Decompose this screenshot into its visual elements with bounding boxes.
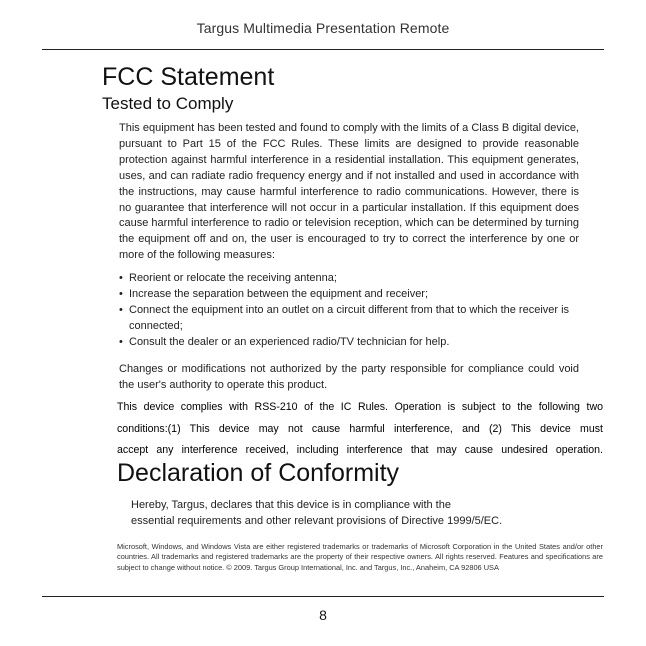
- page-header: Targus Multimedia Presentation Remote: [196, 20, 450, 36]
- footer-divider: [42, 596, 604, 597]
- trademark-notice: Microsoft, Windows, and Windows Vista are either registered trademarks or trademarks of Microsoft Corporation in the United States and/or other countries. All trademarks and registered trademarks are the property of their respective owners. All rights reserved. Features and specifications are subject to change without notice. © 2009. Targus Group International, Inc. and Targus, Inc., Anaheim, CA 92806 USA: [117, 542, 603, 572]
- interference-measures-list: [119, 271, 581, 351]
- list-item: • Connect the equipment into an outlet on a circuit different from that to which the receiver is connected;: [119, 303, 581, 335]
- fcc-statement-heading: FCC Statement: [102, 63, 275, 91]
- ic-line: accept any interference received, including interference that may cause undesired operation.: [117, 444, 603, 456]
- declaration-of-conformity-heading: Declaration of Conformity: [117, 459, 400, 487]
- changes-warning-paragraph: Changes or modifications not authorized by the party responsible for compliance could void the user's authority to operate this product.: [119, 363, 579, 391]
- ic-compliance-paragraph: [117, 397, 603, 462]
- declaration-paragraph: [131, 498, 561, 530]
- fcc-body-paragraph: This equipment has been tested and found to comply with the limits of a Class B digital device, pursuant to Part 15 of the FCC Rules. These limits are designed to provide reasonable protection against harmful interference in a residential installation. This equipment generates, uses, and can radiate radio frequency energy and if not installed and used in accordance with the instructions, may cause harmful interference to radio communications. However, there is no guarantee that interference will not occur in a particular installation. If this equipment does cause harmful interference to radio or television reception, which can be determined by turning the equipment off and on, the user is encouraged to try to correct the interference by one or more of the following measures:: [119, 122, 579, 262]
- ic-line: conditions:(1) This device may not cause harmful interference, and (2) This device must: [117, 422, 603, 435]
- list-item: • Increase the separation between the equipment and receiver;: [119, 287, 581, 303]
- list-item: • Reorient or relocate the receiving antenna;: [119, 271, 581, 287]
- header-divider: [42, 49, 604, 50]
- ic-line: This device complies with RSS-210 of the IC Rules. Operation is subject to the following two: [117, 401, 603, 413]
- declaration-line: Hereby, Targus, declares that this device is in compliance with the: [131, 499, 451, 511]
- list-item: • Consult the dealer or an experienced radio/TV technician for help.: [119, 335, 581, 351]
- declaration-line: essential requirements and other relevant provisions of Directive 1999/5/EC.: [131, 514, 503, 527]
- tested-to-comply-subheading: Tested to Comply: [102, 94, 234, 113]
- page-number: 8: [319, 607, 327, 623]
